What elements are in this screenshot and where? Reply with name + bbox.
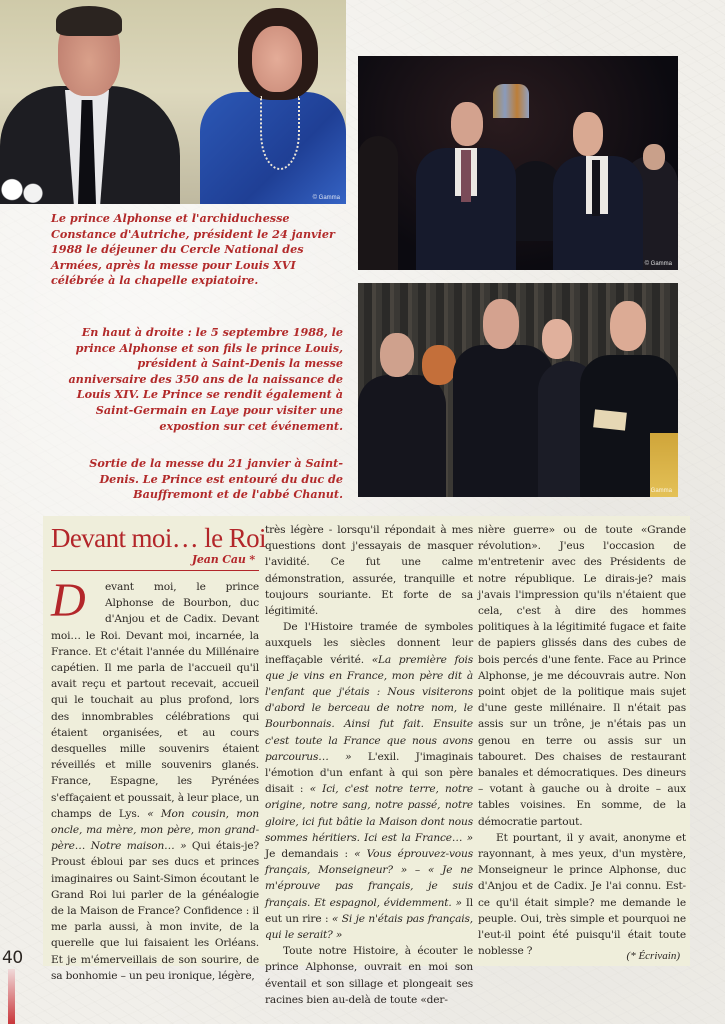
book [593, 409, 627, 430]
caption-photo-middle-right: Sortie de la messe du 21 janvier à Saint-Denis. Le Prince est entouré du duc de Bauffremont et de l'abbé Chanut. [89, 456, 343, 502]
article-byline: Jean Cau * [191, 553, 255, 566]
stained-glass-window [493, 84, 529, 118]
article-box [43, 516, 690, 1006]
paragraph: D evant moi, le prince Alphonse de Bourbon, duc d'Anjou et de Cadix. Devant moi… le Roi. Devant moi, incarnée, la France. Et c'était l'année du Millénaire capétien. Il me parla de l'accueil qu'il avait reçu et partout recevait, accueil qui le touchait au plus profond, lors des innombrables célébrations qui étaient organisées, et au cours desquelles mille souvenirs étaient réveillés et mille souvenirs glanés. France, Espagne, les Pyrénées s'effaçaient et poussait, à leur place, un champs de Lys. « Mon cousin, mon oncle, ma mère, mon père, mon grand-père… Notre maison… » Qui étais-je? Proust ébloui par ses ducs et princes imaginaires ou Saint-Simon écoutant le Grand Roi lui parler de la généalogie de la Maison de France? Confidence : il me parla aussi, à mon invite, de la querelle que lui faisaient les Orléans. Et je m'émerveillais de son sourire, de sa bonhomie – un peu ironique, légère, [51, 574, 259, 982]
headline-divider [51, 570, 259, 571]
page-number-bar [8, 969, 15, 1024]
caption-photo-top-left: Le prince Alphonse et l'archiduchesse Constance d'Autriche, président le 24 janvier 1988 le déjeuner du Cercle National des Armées, après la messe pour Louis XVI célébrée à la chapelle expiatoire. [51, 211, 335, 288]
paragraph: nière guerre» ou de toute «Grande révolution». J'eus l'occasion de m'entretenir avec des Présidents de notre république. Le dirais-je? mais j'avais l'impression qu'ils n'étaient que cela, c'est à dire des hommes politiques à la légitimité fugace et faite de papiers glissés dans des cubes de bois percés d'une fente. Face au Prince Alphonse, je me découvrais autre. Non point objet de la politique mais sujet d'une geste millénaire. Il n'était pas assis sur un trône, je n'étais pas un genou en terre ou assis sur un tabouret. Des chaises de restaurant banales et démocratiques. Des dineurs – votant à gauche ou à droite – aux tables voisines. En somme, de la démocratie partout. [478, 524, 686, 828]
drop-cap: D [51, 574, 86, 627]
caption-photo-top-right: En haut à droite : le 5 septembre 1988, le prince Alphonse et son fils le prince Louis, président à Saint-Denis la messe anniversaire des 350 ans de la naissance de Louis XIV. Le Prince se rendit également à Saint-Germain en Laye pour visiter une expostion sur cet événement. [68, 325, 343, 433]
photo-saint-denis-mass [358, 56, 678, 270]
paragraph: Toute notre Histoire, à écouter le prince Alphonse, ouvrait en moi son éventail et son sillage et plongeait ses racines bien au-delà de toute «der- [265, 945, 473, 1006]
paragraph: De l'Histoire tramée de symboles auxquels les siècles donnent leur ineffaçable vérité. «La première fois que je vins en France, mon père dit à l'enfant que j'étais : Nous visiterons d'abord le berceau de notre nom, le Bourbonnais. Ainsi fut fait. Ensuite c'est toute la France que nous avons parcourus… » L'exil. J'imaginais l'émotion d'un enfant à qui son père disait : « Ici, c'est notre terre, notre origine, notre sang, notre passé, notre gloire, ici fut bâtie la Maison dont nous sommes héritiers. Ici est la France… » Je demandais : « Vous éprouvez-vous français, Monseigneur? » – « Je ne m'éprouve pas français, je suis français. Et espagnol, évidemment. » Il eut un rire : « Si je n'étais pas français, qui le serait? » [265, 621, 473, 942]
article-column-1 [51, 522, 266, 984]
article-column-2 [265, 522, 473, 1008]
paragraph: Et pourtant, il y avait, anonyme et rayonnant, à mes yeux, d'un mystère, Monseigneur le prince Alphonse, duc d'Anjou et de Cadix. Je l'ai connu. Est-ce qu'il était simple? me demande le peuple. Oui, très simple et pourquoi ne l'eut-il point été puisqu'il était toute noblesse ? [478, 831, 686, 958]
article-headline: Devant moi… le Roi [51, 523, 266, 553]
photo-prince-and-archduchess [0, 0, 346, 204]
photo-credit: Gamma [650, 488, 672, 494]
photo-exit-mass-saint-denis [358, 283, 678, 497]
photo-credit: © Gamma [312, 195, 340, 201]
photo-credit: © Gamma [644, 261, 672, 267]
paragraph: très légère - lorsqu'il répondait à mes questions dont j'essayais de masquer l'avidité. Ce fut une calme démonstration, assurée, tranquille et toujours souriante. Et forte de sa légitimité. [265, 524, 473, 618]
page-number: 40 [2, 948, 23, 968]
article-column-3 [478, 522, 686, 959]
author-footnote: (* Écrivain) [626, 950, 680, 962]
